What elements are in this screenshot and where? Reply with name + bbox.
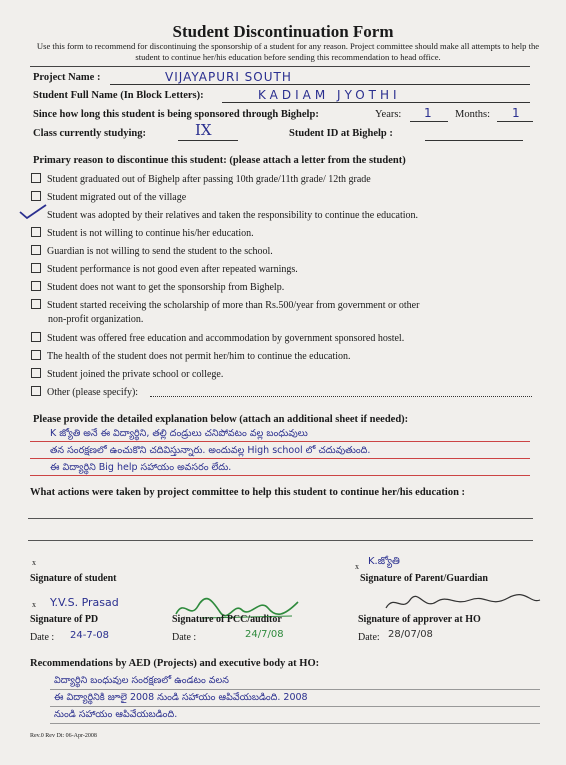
project-name-value[interactable]: VIJAYAPURI SOUTH	[165, 70, 292, 84]
reasons-heading: Primary reason to discontinue this student: (please attach a letter from the student)	[33, 155, 406, 166]
explanation-line	[30, 441, 530, 442]
months-label: Months:	[455, 109, 491, 120]
check-mark-icon	[18, 203, 48, 219]
recommendations-line	[50, 689, 540, 690]
reason-option-7[interactable]: Student does not want to get the sponsorship from Bighelp.	[31, 281, 284, 293]
student-name-value[interactable]: KADIAM JYOTHI	[258, 88, 401, 102]
since-label: Since how long this student is being sponsored through Bighelp:	[33, 109, 319, 120]
revision-footer: Rev.0 Rev Dt: 06-Apr-2008	[30, 733, 97, 739]
form-title: Student Discontinuation Form	[172, 22, 394, 41]
years-line	[410, 121, 448, 122]
checkbox[interactable]	[31, 299, 41, 309]
checkbox[interactable]	[31, 245, 41, 255]
recommendations-heading: Recommendations by AED (Projects) and executive body at HO:	[30, 658, 320, 669]
pcc-signature-label: Signature of PCC/auditor	[172, 614, 282, 625]
checkbox[interactable]	[31, 173, 41, 183]
actions-line[interactable]	[28, 540, 533, 541]
header-divider	[30, 66, 530, 67]
recommendations-text-1: విద్యార్థిని బంధువుల సంరక్షణలో ఉండటం వలన	[54, 675, 229, 686]
checkbox[interactable]	[31, 368, 41, 378]
class-line	[178, 140, 238, 141]
recommendations-line	[50, 706, 540, 707]
explanation-heading: Please provide the detailed explanation below (attach an additional sheet if needed):	[33, 414, 409, 425]
pd-sign-x: x	[32, 600, 36, 609]
checkbox[interactable]	[31, 281, 41, 291]
parent-signature-value[interactable]: K.జ్యోతి	[368, 556, 400, 567]
checkbox[interactable]	[31, 332, 41, 342]
checkbox[interactable]	[31, 263, 41, 273]
student-signature-label: Signature of student	[30, 573, 117, 584]
ho-date-label: Date:	[358, 632, 380, 643]
ho-date-value[interactable]: 28/07/08	[388, 629, 433, 640]
actions-heading: What actions were taken by project committee to help this student to continue her/his education :	[30, 487, 466, 498]
reason-option-2[interactable]: Student migrated out of the village	[31, 191, 186, 203]
explanation-text-1: K జ్యోతి అనే ఈ విద్యార్థిని, తల్లి దండ్రులు చనిపోవటం వల్ల బంధువులు	[50, 428, 308, 439]
recommendations-text-3: నుండి సహాయం ఆపివేయబడింది.	[54, 709, 178, 720]
recommendations-area[interactable]	[30, 672, 540, 732]
reason-option-9[interactable]: Student was offered free education and accommodation by government sponsored hostel.	[31, 332, 404, 344]
pd-date-label: Date :	[30, 632, 55, 643]
checkbox[interactable]	[31, 350, 41, 360]
months-value[interactable]: 1	[512, 106, 520, 120]
class-label: Class currently studying:	[33, 128, 146, 139]
reason-option-4[interactable]: Student is not willing to continue his/her education.	[31, 227, 254, 239]
years-value[interactable]: 1	[424, 106, 432, 120]
project-name-line	[110, 84, 530, 85]
explanation-text-3: ఈ విద్యార్థిని Big help సహాయం అవసరం లేదు.	[50, 462, 232, 473]
class-value[interactable]: IX	[195, 121, 212, 139]
reason-option-8[interactable]: Student started receiving the scholarship of more than Rs.500/year from government or other	[31, 299, 419, 311]
explanation-area[interactable]	[30, 426, 540, 476]
pd-signature-label: Signature of PD	[30, 614, 99, 625]
pd-signature-value[interactable]: Y.V.S. Prasad	[50, 596, 119, 609]
explanation-line	[30, 458, 530, 459]
actions-line[interactable]	[28, 518, 533, 519]
student-name-line	[222, 102, 530, 103]
pd-date-value[interactable]: 24-7-08	[70, 630, 110, 641]
years-label: Years:	[375, 109, 402, 120]
form-instructions: Use this form to recommend for discontinuing the sponsorship of a student for any reason. Project committee should make all attempts to help the student to continue her/his education before sending this recommendation to head office.	[36, 41, 540, 62]
pcc-date-label: Date :	[172, 632, 197, 643]
reason-option-3[interactable]: Student was adopted by their relatives and taken the responsibility to continue the education.	[31, 209, 418, 221]
project-name-label: Project Name :	[33, 72, 101, 83]
reason-option-12[interactable]: Other (please specify):	[31, 386, 138, 398]
reason-option-1[interactable]: Student graduated out of Bighelp after passing 10th grade/11th grade/ 12th grade	[31, 173, 371, 185]
reason-option-10[interactable]: The health of the student does not permit her/him to continue the education.	[31, 350, 351, 362]
ho-signature-label: Signature of approver at HO	[358, 614, 481, 625]
reason-option-8-continued: non-profit organization.	[48, 314, 144, 325]
recommendations-text-2: ఈ విద్యార్థినికి జూలై 2008 నుండి సహాయం ఆపివేయబడింది. 2008	[54, 692, 308, 703]
student-name-label: Student Full Name (In Block Letters):	[33, 90, 204, 101]
explanation-text-2: తన సంరక్షణలో ఉంచుకొని చదివిస్తున్నారు. అందువల్ల High school లో చదువుతుంది.	[50, 445, 371, 456]
checkbox[interactable]	[31, 227, 41, 237]
student-id-label: Student ID at Bighelp :	[289, 128, 393, 139]
months-line	[497, 121, 533, 122]
reason-option-5[interactable]: Guardian is not willing to send the student to the school.	[31, 245, 273, 257]
pcc-date-value[interactable]: 24/7/08	[245, 629, 284, 640]
student-sign-x: x	[32, 558, 36, 567]
other-specify-line[interactable]	[150, 396, 532, 397]
parent-sign-x: x	[355, 562, 359, 571]
recommendations-line	[50, 723, 540, 724]
reason-option-6[interactable]: Student performance is not good even after repeated warnings.	[31, 263, 298, 275]
reason-option-11[interactable]: Student joined the private school or college.	[31, 368, 223, 380]
checkbox[interactable]	[31, 191, 41, 201]
explanation-line	[30, 475, 530, 476]
student-id-line[interactable]	[425, 140, 523, 141]
checkbox[interactable]	[31, 386, 41, 396]
parent-signature-label: Signature of Parent/Guardian	[360, 573, 488, 584]
